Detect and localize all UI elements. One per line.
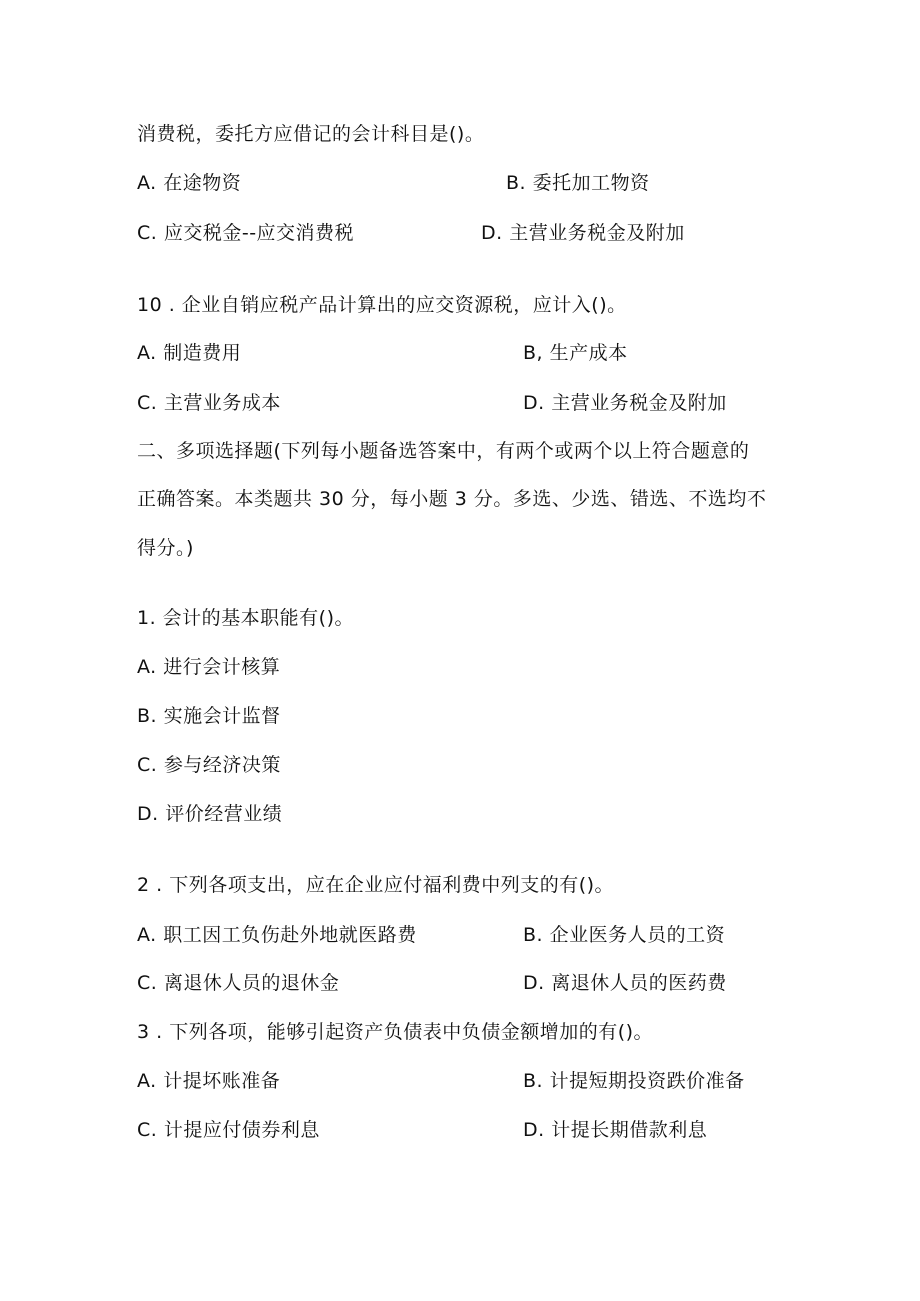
mq1-stem: 1. 会计的基本职能有()。 xyxy=(137,607,354,629)
mq2-stem: 2 . 下列各项支出，应在企业应付福利费中列支的有()。 xyxy=(137,874,615,896)
mq2-option-c: C. 离退休人员的退休金 xyxy=(137,972,340,994)
mq1-option-a: A. 进行会计核算 xyxy=(137,656,281,678)
q9-option-b: B. 委托加工物资 xyxy=(506,172,650,194)
q10-option-d: D. 主营业务税金及附加 xyxy=(523,392,727,414)
q10-option-c: C. 主营业务成本 xyxy=(137,392,281,414)
mq1-option-c: C. 参与经济决策 xyxy=(137,754,281,776)
mq2-option-a: A. 职工因工负伤赴外地就医路费 xyxy=(137,924,417,946)
mq1-option-d: D. 评价经营业绩 xyxy=(137,803,283,825)
section2-heading-line1: 二、多项选择题(下列每小题备选答案中，有两个或两个以上符合题意的 xyxy=(137,440,750,462)
q9-stem-tail: 消费税，委托方应借记的会计科目是()。 xyxy=(137,123,485,145)
mq3-option-d: D. 计提长期借款利息 xyxy=(523,1119,708,1141)
q10-option-a: A. 制造费用 xyxy=(137,342,242,364)
q9-option-a: A. 在途物资 xyxy=(137,172,242,194)
mq3-option-a: A. 计提坏账准备 xyxy=(137,1070,281,1092)
mq3-stem: 3 . 下列各项，能够引起资产负债表中负债金额增加的有()。 xyxy=(137,1021,654,1043)
mq3-option-c: C. 计提应付债券利息 xyxy=(137,1119,320,1141)
q10-option-b: B, 生产成本 xyxy=(523,342,628,364)
mq2-option-b: B. 企业医务人员的工资 xyxy=(523,924,726,946)
q10-stem: 10 . 企业自销应税产品计算出的应交资源税，应计入()。 xyxy=(137,294,627,316)
mq1-option-b: B. 实施会计监督 xyxy=(137,705,281,727)
mq2-option-d: D. 离退休人员的医药费 xyxy=(523,972,727,994)
q9-option-d: D. 主营业务税金及附加 xyxy=(481,222,685,244)
q9-option-c: C. 应交税金--应交消费税 xyxy=(137,222,355,244)
section2-heading-line3: 得分。) xyxy=(137,537,194,559)
section2-heading-line2: 正确答案。本类题共 30 分，每小题 3 分。多选、少选、错选、不选均不 xyxy=(137,488,767,510)
mq3-option-b: B. 计提短期投资跌价准备 xyxy=(523,1070,745,1092)
